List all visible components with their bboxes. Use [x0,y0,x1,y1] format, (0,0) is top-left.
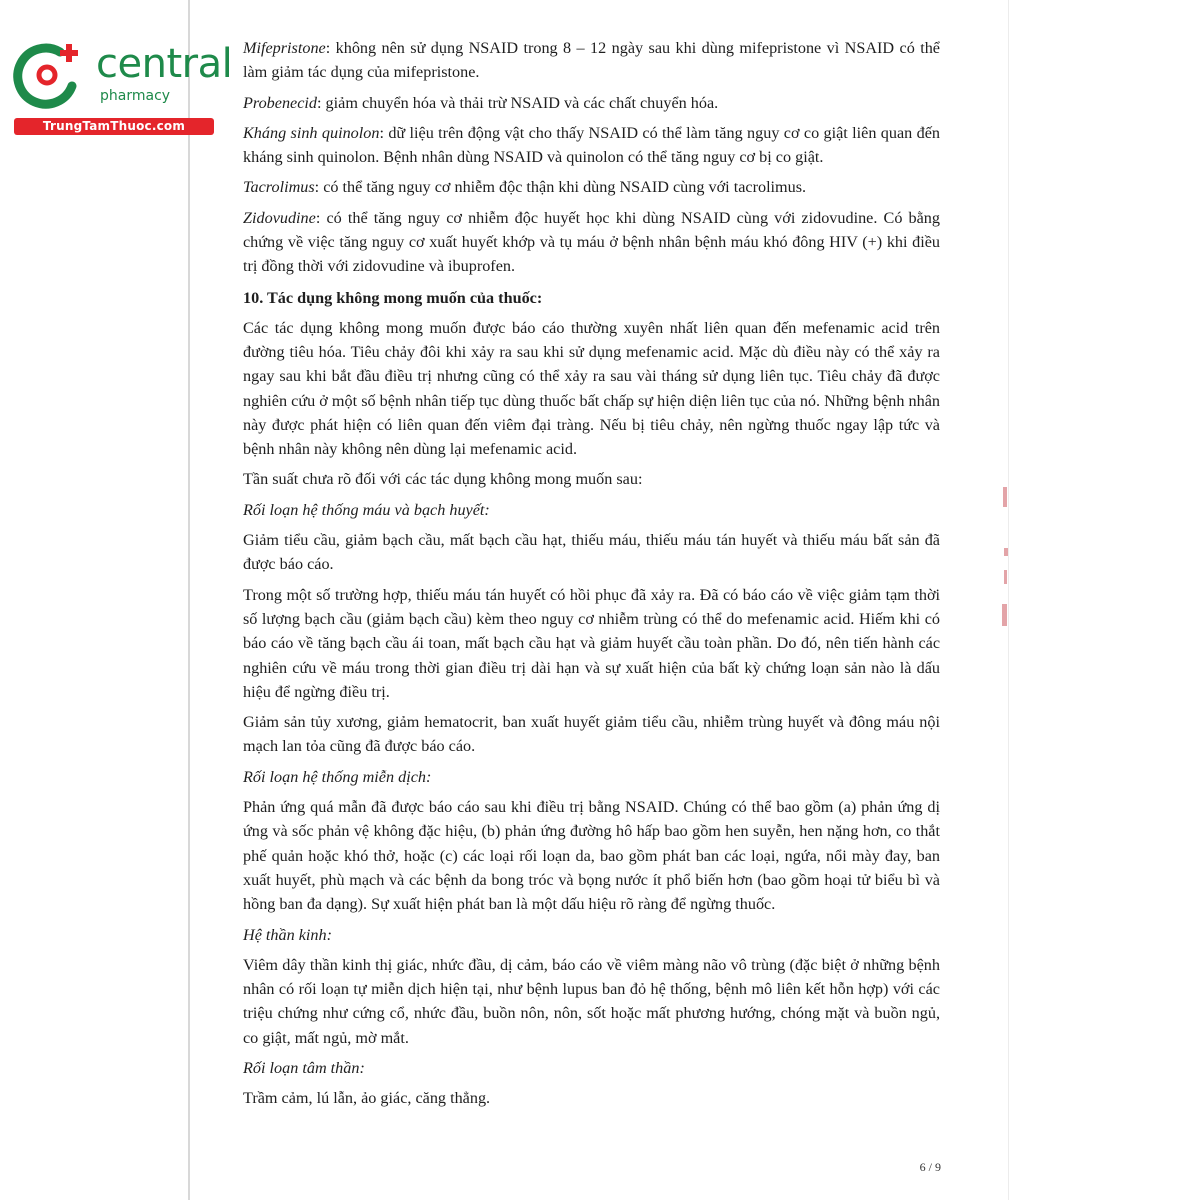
drug-name: Mifepristone [243,39,326,57]
body-paragraph: Phản ứng quá mẫn đã được báo cáo sau khi điều trị bằng NSAID. Chúng có thể bao gồm (a) phản ứng dị ứng và sốc phản vệ không đặc hiệu, (b) phản ứng đường hô hấp bao gồm hen suyễn, hen nặng hơn, co thắt phế quản hoặc khó thở, hoặc (c) các loại rối loạn da, bao gồm phát ban các loại, ngứa, nổi mày đay, ban xuất huyết, phù mạch và các bệnh da bong tróc và bọng nước ít phổ biến hơn (bao gồm hoại tử biểu bì và hồng ban đa dạng). Sự xuất hiện phát ban là một dấu hiệu rõ ràng để ngừng thuốc. [243,798,940,914]
interaction-paragraph [243,36,940,85]
drug-name: Tacrolimus [243,178,315,197]
subsection-heading: Hệ thần kinh: [243,925,333,944]
drug-name: Zidovudine [243,208,316,227]
body-paragraph: Giảm sản tủy xương, giảm hematocrit, ban xuất huyết giảm tiểu cầu, nhiễm trùng huyết và đông máu nội mạch lan tỏa cũng đã được báo cáo. [243,713,940,756]
body-paragraph: Trong một số trường hợp, thiếu máu tán huyết có hồi phục đã xảy ra. Đã có báo cáo về việc giảm tạm thời số lượng bạch cầu (giảm bạch cầu) kèm theo nguy cơ nhiễm trùng có thể do mefenamic acid. Hiếm khi có báo cáo về tăng bạch cầu ái toan, mất bạch cầu hạt và giảm huyết cầu toàn phần. Do đó, nên tiến hành các nghiên cứu về máu trong thời gian điều trị dài hạn và sự xuất hiện của bất kỳ chứng loạn sản nào là dấu hiệu để ngừng điều trị. [243,585,940,701]
stamp-mark [1002,604,1007,626]
pharmacy-cross-logo-icon [10,38,84,112]
drug-name: Kháng sinh quinolon [243,123,380,142]
page-edge-line [188,0,190,1200]
interaction-paragraph [243,206,940,279]
stamp-mark [1003,487,1007,507]
paragraph-text: : dữ liệu trên động vật cho thấy NSAID có thể làm tăng nguy cơ co giật liên quan đến kháng sinh quinolon. Bệnh nhân dùng NSAID và quinolon có thể tăng nguy cơ bị co giật. [243,123,940,167]
stamp-mark [1004,548,1008,556]
body-paragraph: Trầm cảm, lú lẫn, ảo giác, căng thẳng. [243,1089,491,1108]
interaction-paragraph [243,121,940,170]
page-edge-line-right [1008,0,1009,1200]
central-pharmacy-logo[interactable] [10,36,233,136]
body-paragraph: Tần suất chưa rõ đối với các tác dụng không mong muốn sau: [243,470,643,489]
subsection-heading: Rối loạn hệ thống máu và bạch huyết: [243,500,490,519]
paragraph-text: : có thể tăng nguy cơ nhiễm độc thận khi dùng NSAID cùng với tacrolimus. [314,178,807,197]
interaction-paragraph [243,91,940,115]
body-paragraph: Các tác dụng không mong muốn được báo cáo thường xuyên nhất liên quan đến mefenamic acid trên đường tiêu hóa. Tiêu chảy đôi khi xảy ra sau khi sử dụng mefenamic acid. Mặc dù điều này có thể xảy ra ngay sau khi bắt đầu điều trị nhưng cũng có thể xảy ra sau vài tháng sử dụng liên tục. Tiêu chảy đã được nghiên cứu ở một số bệnh nhân tiếp tục dùng thuốc bất chấp sự hiện diện liên tục của nó. Những bệnh nhân này được phát hiện có liên quan đến viêm đại tràng. Nếu bị tiêu chảy, nên ngừng thuốc ngay lập tức và bệnh nhân này không nên dùng lại mefenamic acid. [243,318,940,459]
paragraph-text: : không nên sử dụng NSAID trong 8 – 12 ngày sau khi dùng mifepristone vì NSAID có thể làm giảm tác dụng của mifepristone. [243,39,940,82]
body-paragraph: Viêm dây thần kinh thị giác, nhức đầu, dị cảm, báo cáo về viêm màng não vô trùng (đặc biệt ở những bệnh nhân có rối loạn tự miễn dịch hiện tại, như bệnh lupus ban đỏ hệ thống, bệnh mô liên kết hỗn hợp) với các triệu chứng như cứng cổ, nhức đầu, buồn nôn, nôn, sốt hoặc mất phương hướng, chóng mặt và buồn ngủ, co giật, mất ngủ, mờ mắt. [243,955,940,1047]
logo-brand-name: central [96,41,233,87]
subsection-heading: Rối loạn hệ thống miễn dịch: [243,767,432,786]
interaction-paragraph [243,175,940,199]
page-number: 6 / 9 [919,1160,941,1174]
section-heading: 10. Tác dụng không mong muốn của thuốc: [243,288,543,307]
document-body [243,36,940,1111]
logo-website-badge[interactable]: TrungTamThuoc.com [14,118,214,135]
paragraph-text: : giảm chuyển hóa và thải trừ NSAID và các chất chuyển hóa. [317,93,719,112]
paragraph-text: : có thể tăng nguy cơ nhiễm độc huyết học khi dùng NSAID cùng với zidovudine. Có bằng chứng về việc tăng nguy cơ xuất huyết khớp và tụ máu ở bệnh nhân bệnh máu khó đông HIV (+) khi điều trị đồng thời với zidovudine và ibuprofen. [243,208,940,276]
drug-name: Probenecid [243,93,318,112]
logo-subtitle: pharmacy [100,88,171,104]
subsection-heading: Rối loạn tâm thần: [243,1058,365,1077]
body-paragraph: Giảm tiểu cầu, giảm bạch cầu, mất bạch cầu hạt, thiếu máu, thiếu máu tán huyết và thiếu máu bất sản đã được báo cáo. [243,531,940,574]
stamp-mark [1004,570,1007,584]
